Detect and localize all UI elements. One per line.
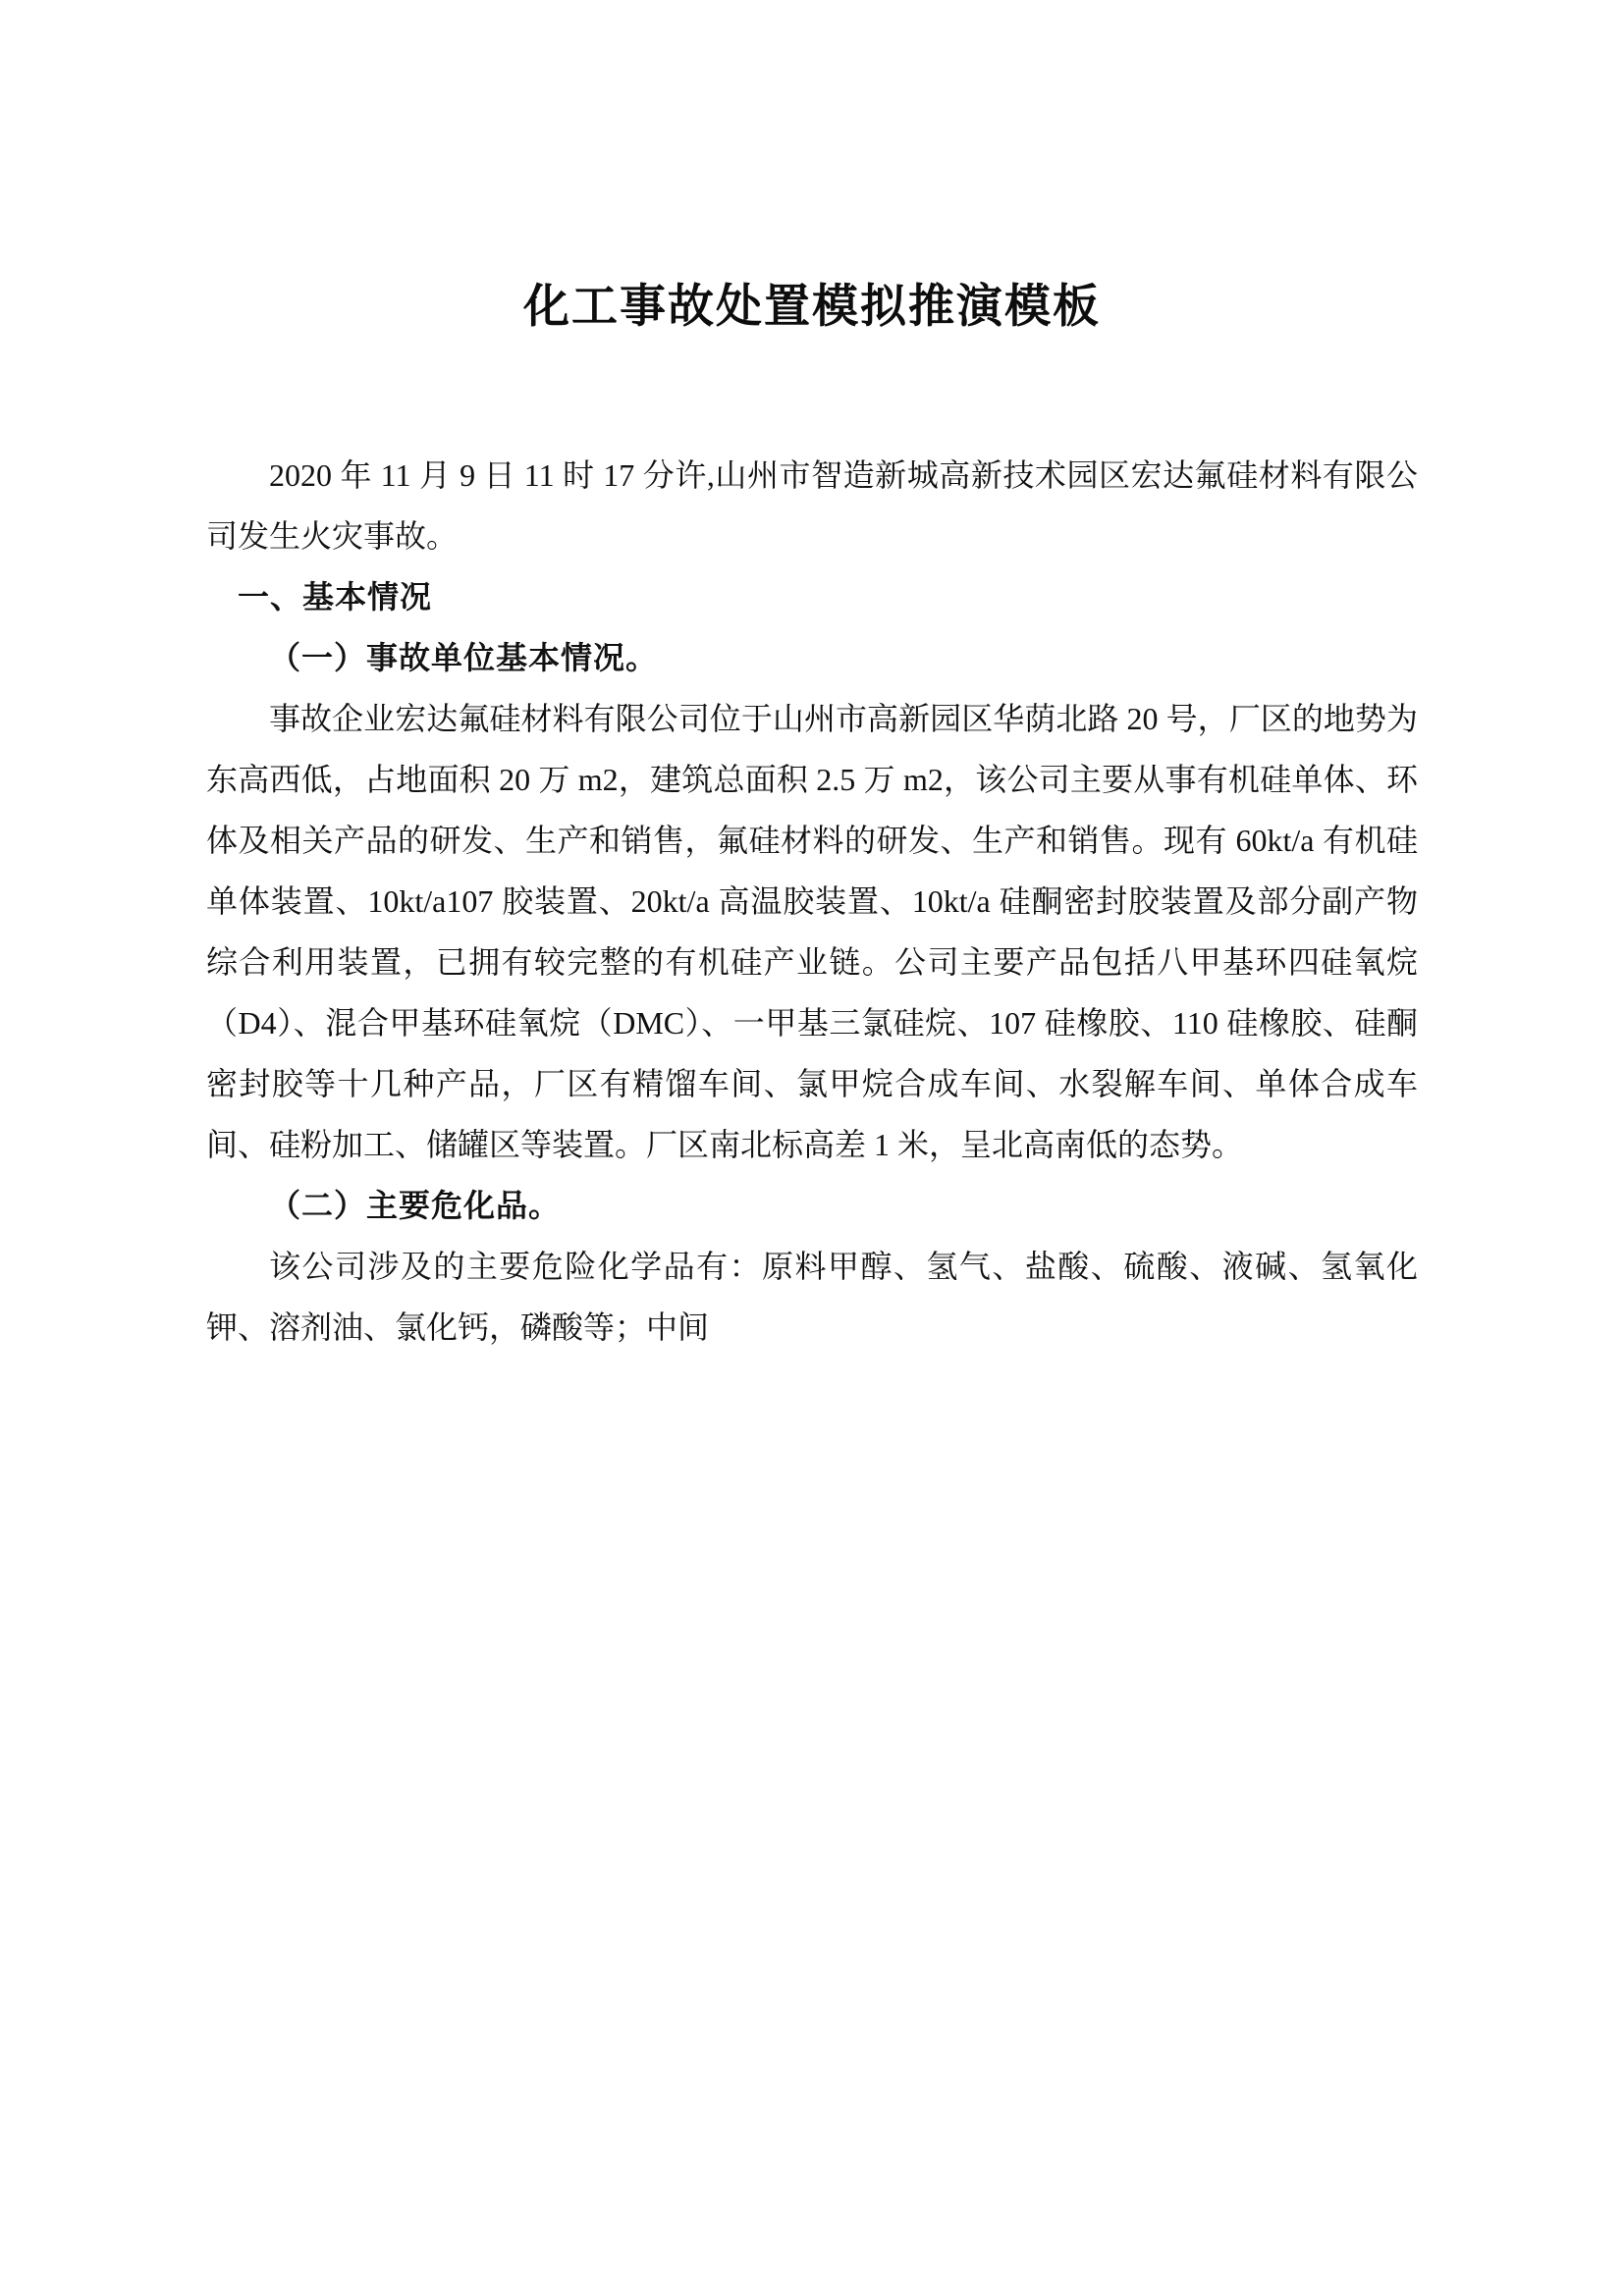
hazardous-chemicals-paragraph: 该公司涉及的主要危险化学品有：原料甲醇、氢气、盐酸、硫酸、液碱、氢氧化钾、溶剂油、氯化钙，磷酸等；中间 <box>206 1249 1418 1346</box>
subsection-heading-1: （一）事故单位基本情况。 <box>269 640 659 676</box>
company-overview-paragraph: 事故企业宏达氟硅材料有限公司位于山州市高新园区华荫北路 20 号，厂区的地势为东高西低，占地面积 20 万 m2，建筑总面积 2.5 万 m2，该公司主要从事有机硅单体、环体及相关产品的研发、生产和销售，氟硅材料的研发、生产和销售。现有 60kt/a 有机硅单体装置、10kt/a107 胶装置、20kt/a 高温胶装置、10kt/a 硅酮密封胶装置及部分副产物综合利用装置，已拥有较完整的有机硅产业链。公司主要产品包括八甲基环四硅氧烷（D4）、混合甲基环硅氧烷（DMC）、一甲基三氯硅烷、107 硅橡胶、110 硅橡胶、硅酮密封胶等十几种产品，厂区有精馏车间、氯甲烷合成车间、水裂解车间、单体合成车间、硅粉加工、储罐区等装置。厂区南北标高差 1 米，呈北高南低的态势。 <box>206 701 1418 1163</box>
section-heading-1: 一、基本情况 <box>238 579 433 615</box>
document-body <box>206 445 1418 1358</box>
subsection-heading-2: （二）主要危化品。 <box>269 1188 562 1224</box>
intro-paragraph: 2020 年 11 月 9 日 11 时 17 分许,山州市智造新城高新技术园区宏达氟硅材料有限公司发生火灾事故。 <box>206 457 1418 555</box>
page-title: 化工事故处置模拟推演模板 <box>523 282 1101 333</box>
